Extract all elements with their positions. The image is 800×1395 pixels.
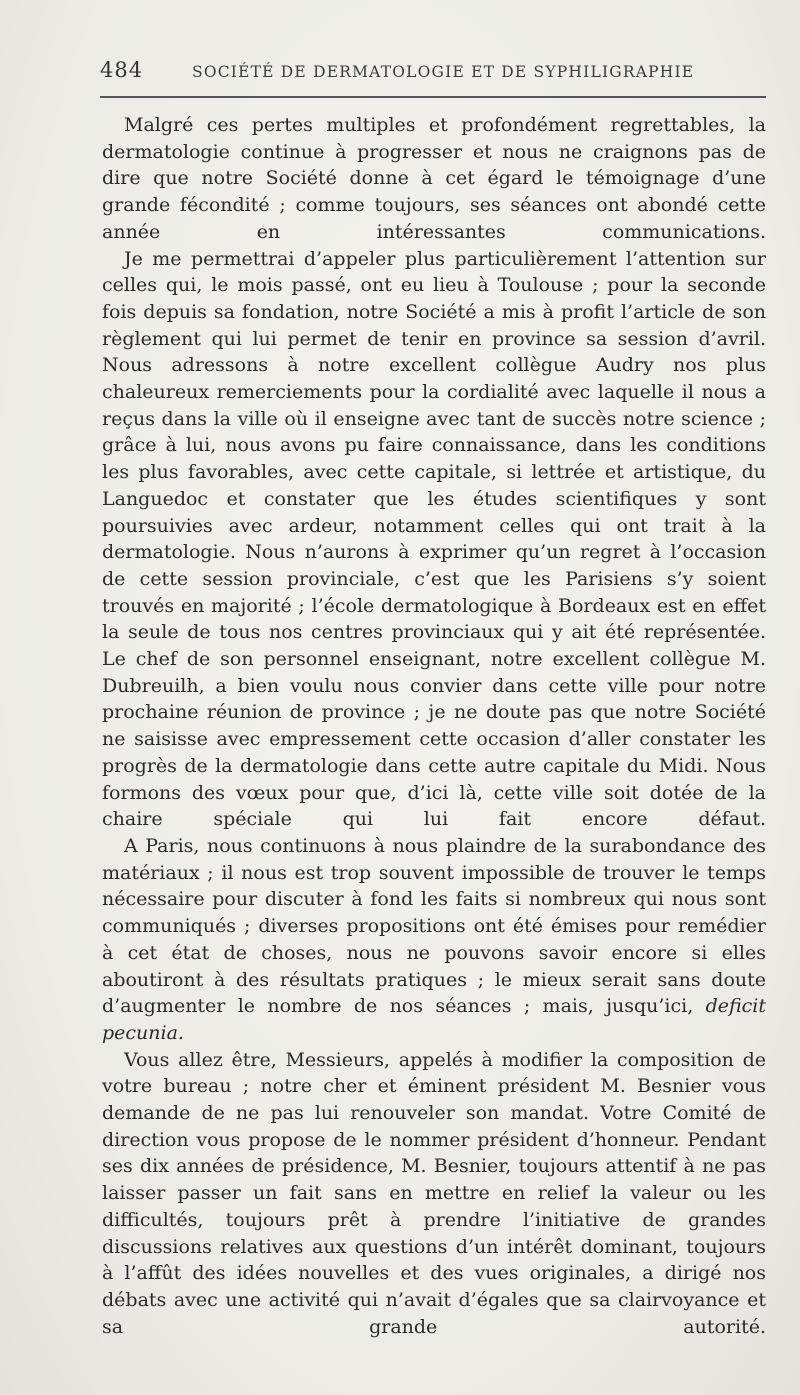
running-title: SOCIÉTÉ DE DERMATOLOGIE ET DE SYPHILIGRAPHIE xyxy=(192,63,695,81)
paragraph-1 xyxy=(102,112,766,246)
paragraph-1-text: Malgré ces pertes multiples et profondément regrettables, la dermatologie continue à progresser et nous ne craignons pas de dire que notre Société donne à cet égard le témoignage d’une grande fécondité ; comme toujours, ses séances ont abondé cette année en intéressantes communications. xyxy=(102,114,766,243)
page-header xyxy=(100,58,764,88)
paragraph-3 xyxy=(102,833,766,1047)
paragraph-3-text: A Paris, nous continuons à nous plaindre de la surabondance des matériaux ; il nous est trop souvent impossible de trouver le temps nécessaire pour discuter à fond les faits si nombreux qui nous sont communiqués ; diverses propositions ont été émises pour remédier à cet état de choses, nous ne pouvons savoir encore si elles aboutiront à des résultats pratiques ; le mieux serait sans doute d’augmenter le nombre de nos séances ; mais, jusqu’ici, xyxy=(102,834,766,1018)
paragraph-4 xyxy=(102,1047,766,1341)
page-number: 484 xyxy=(100,58,144,82)
latin-phrase: deficit pecunia. xyxy=(102,995,767,1044)
paragraph-4-text: Vous allez être, Messieurs, appelés à modifier la composition de votre bureau ; notre cher et éminent président M. Besnier vous demande de ne pas lui renouveler son mandat. Votre Comité de direction vous propose de le nommer président d’honneur. Pendant ses dix années de présidence, M. Besnier, toujours attentif à ne pas laisser passer un fait sans en mettre en relief la valeur ou les difficultés, toujours prêt à prendre l’initiative de grandes discussions relatives aux questions d’un intérêt dominant, toujours à l’affût des idées nouvelles et des vues originales, a dirigé nos débats avec une activité qui n’avait d’égales que sa clairvoyance et sa grande autorité. xyxy=(102,1048,766,1338)
paragraph-2 xyxy=(102,246,766,833)
body-text xyxy=(102,112,766,1340)
header-rule xyxy=(100,96,766,98)
paragraph-2-text: Je me permettrai d’appeler plus particulièrement l’attention sur celles qui, le mois passé, ont eu lieu à Toulouse ; pour la seconde fois depuis sa fondation, notre Société a mis à profit l’article de son règlement qui lui permet de tenir en province sa session d’avril. Nous adressons à notre excellent collègue Audry nos plus chaleureux remerciements pour la cordialité avec laquelle il nous a reçus dans la ville où il enseigne avec tant de succès notre science ; grâce à lui, nous avons pu faire connaissance, dans les conditions les plus favorables, avec cette capitale, si lettrée et artistique, du Languedoc et constater que les études scientifiques y sont poursuivies avec ardeur, notamment celles qui ont trait à la dermatologie. Nous n’aurons à exprimer qu’un regret à l’occasion de cette session provinciale, c’est que les Parisiens s’y soient trouvés en majorité ; l’école dermatologique à Bordeaux est en effet la seule de tous nos centres provinciaux qui y ait été représentée. Le chef de son personnel enseignant, notre excellent collègue M. Dubreuilh, a bien voulu nous convier dans cette ville pour notre prochaine réunion de province ; je ne doute pas que notre Société ne saisisse avec empressement cette occasion d’aller constater les progrès de la dermatologie dans cette autre capitale du Midi. Nous formons des vœux pour que, d’ici là, cette ville soit dotée de la chaire spéciale qui lui fait encore défaut. xyxy=(102,247,766,831)
